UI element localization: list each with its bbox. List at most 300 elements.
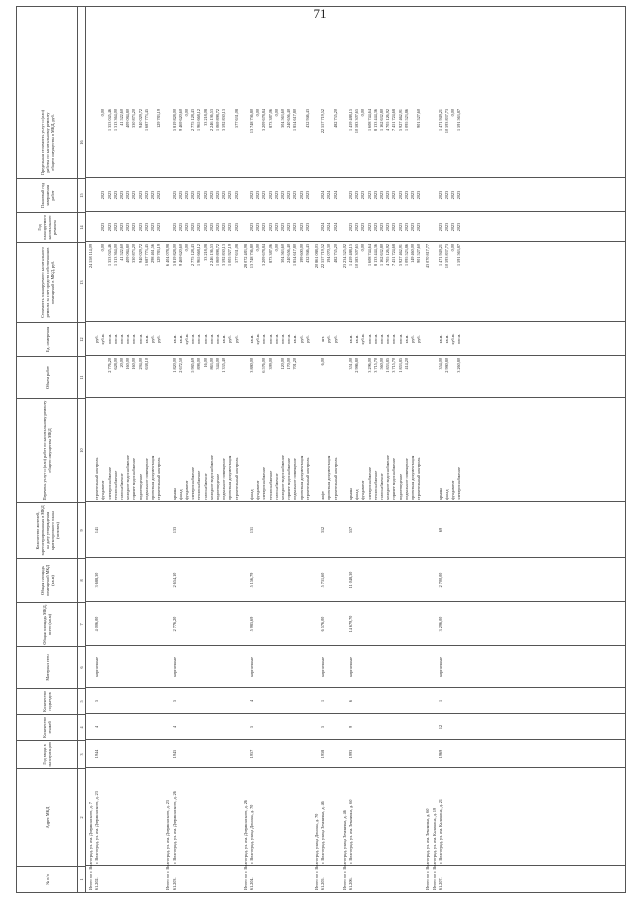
table-cell: 901 527,60 <box>416 244 422 263</box>
table-cell: 2 776,20 <box>106 358 112 373</box>
table-cell: куб.м. <box>450 333 456 345</box>
table-cell: 129 783,19 <box>156 109 162 128</box>
table-cell: 170,00 <box>286 358 292 370</box>
table-cell: 3 296,00 <box>366 358 372 373</box>
table-cell: 304 563,60 <box>280 109 285 128</box>
table-cell: 2023 <box>267 222 273 232</box>
table-cell: фундамент <box>360 480 366 500</box>
table-cell: 61.206. <box>348 877 353 890</box>
table-cell: строительный контроль <box>332 457 338 500</box>
table-cell: строительный контроль <box>304 457 310 500</box>
table-cell: руб. <box>416 335 422 343</box>
table-cell: кв.м. <box>403 334 409 344</box>
table-cell: 1957 <box>249 749 254 759</box>
table-cell: 5 <box>94 699 100 703</box>
table-cell: 2023 <box>450 190 456 200</box>
table-cell: 2 246 136,53 <box>208 109 214 131</box>
table-cell: 41 522,60 <box>119 109 124 126</box>
column-header: № п/п <box>17 866 77 892</box>
table-cell: водоотведение <box>137 473 143 500</box>
table-cell: 1 854 617,80 <box>292 109 298 131</box>
table-cell: 2023 <box>410 222 415 232</box>
table-cell: 2025 <box>196 222 202 232</box>
table-cell: 5 927 462,91 <box>397 244 403 266</box>
table-cell: 2023 <box>354 190 360 200</box>
table-cell: 3 296,00 <box>437 616 443 632</box>
table-cell: 2023 <box>403 222 409 232</box>
table-cell: 61.204. <box>249 877 254 890</box>
table-cell: 3 715,70 <box>391 358 397 373</box>
table-cell: 5 731,60 <box>320 572 326 588</box>
table-cell: 16,00 <box>202 358 208 368</box>
table-cell: 2025 <box>221 190 227 200</box>
table-cell: 2024 <box>320 190 326 200</box>
table-cell: пог.м. <box>391 333 397 345</box>
table-cell: 141 <box>94 526 100 534</box>
table-cell: 2 246 136,53 <box>208 244 214 266</box>
table-cell: 1993 <box>348 749 353 759</box>
column-index: 8 <box>77 558 85 602</box>
table-cell: 2023 <box>156 222 162 232</box>
table-cell: 2 775 128,43 <box>190 109 196 131</box>
table-cell: пог.м. <box>267 333 273 345</box>
column-header: Количество подъездов <box>17 688 77 714</box>
table-cell: водоотведение <box>215 473 220 500</box>
table-cell: строительный контроль <box>156 457 162 500</box>
table-cell: кв.м. <box>292 334 298 344</box>
table-cell: 5 <box>171 699 177 703</box>
table-cell: 1 162 632,80 <box>379 244 384 266</box>
table-cell: Итого по г. Волгоград, ул. им. Дзержинского, д. 23 <box>165 800 171 890</box>
table-cell: 4 705 126,92 <box>385 109 391 131</box>
table-cell: 2023 <box>354 222 360 232</box>
table-cell: кв.м. <box>249 334 254 344</box>
table-cell: строительный контроль <box>94 457 100 500</box>
table-cell: электроснабжение <box>456 467 462 500</box>
table-cell: 2024 <box>320 222 326 232</box>
table-cell: 940 029,72 <box>137 244 143 263</box>
table-cell: 2023 <box>119 222 124 232</box>
table-cell: 1 608 744,64 <box>366 109 372 131</box>
table-cell: 2023 <box>298 222 304 232</box>
table-cell: 2025 <box>202 190 208 200</box>
table-cell: руб. <box>150 335 155 343</box>
table-cell: 2023 <box>249 190 254 200</box>
column-header: Количество жителей, зарегистрированных в МКД на дату утверждения краткосрочного плана (человек) <box>17 502 77 558</box>
table-cell: строительный контроль <box>416 457 422 500</box>
column-divider <box>86 321 625 322</box>
table-cell: 399,00 <box>267 358 273 370</box>
table-cell: г. Волгоград, улица Донина, д. 70 <box>249 804 254 864</box>
page-number: 71 <box>313 6 327 21</box>
table-cell: 160,00 <box>125 358 131 370</box>
table-cell: 2025 <box>227 222 233 232</box>
table-cell: 160,00 <box>131 358 137 370</box>
table-cell: 940 029,72 <box>137 109 143 128</box>
column-divider <box>86 601 625 602</box>
table-cell: 560,00 <box>379 358 384 370</box>
table-cell: 2023 <box>444 190 449 200</box>
table-cell: 3 592 830,13 <box>221 244 227 266</box>
table-cell: 2023 <box>437 190 443 200</box>
table-cell: 577 631,08 <box>233 109 239 128</box>
table-cell: 3 209 678,84 <box>261 109 267 131</box>
table-cell: 2023 <box>304 190 310 200</box>
table-cell: 4 006,00 <box>94 616 100 632</box>
table-cell: пог.м. <box>112 333 118 345</box>
column-divider <box>86 501 625 502</box>
table-cell: 2025 <box>233 190 239 200</box>
table-cell: 432 946,43 <box>304 244 310 263</box>
table-cell: 2025 <box>221 222 227 232</box>
column-index: 3 <box>77 740 85 768</box>
table-cell: электроснабжение <box>190 467 196 500</box>
table-cell: 2023 <box>298 190 304 200</box>
table-cell: 330 873,20 <box>131 109 137 128</box>
table-cell: газоснабжение <box>202 473 208 500</box>
table-cell: пог.м. <box>261 333 267 345</box>
table-cell: 1 313 364,00 <box>112 109 118 131</box>
table-cell: холодное водоснабжение <box>125 455 131 500</box>
table-cell: 2025 <box>177 222 183 232</box>
table-cell: 11 048,30 <box>348 571 353 589</box>
table-cell: проектная документация <box>150 455 155 500</box>
table-cell: 3 209 678,84 <box>261 244 267 266</box>
table-cell: 577 631,08 <box>233 244 239 263</box>
table-cell: 33 218,08 <box>202 109 208 126</box>
table-cell: 638,10 <box>143 358 149 370</box>
column-divider <box>86 687 625 688</box>
column-index: 13 <box>77 242 85 322</box>
table-cell: 1 608 744,64 <box>366 244 372 266</box>
table-cell: 1 471 949,21 <box>437 244 443 266</box>
table-cell: 2023 <box>385 190 391 200</box>
table-cell: 482 735,20 <box>332 109 338 128</box>
table-cell: 10 593 837,73 <box>444 109 449 134</box>
table-cell: 2025 <box>227 190 233 200</box>
table-cell: 131 <box>249 526 254 534</box>
table-cell: кв.м. <box>171 334 177 344</box>
table-cell: фасад <box>354 489 360 500</box>
table-cell: проектная документация <box>227 455 233 500</box>
table-cell: 0,00 <box>184 244 189 252</box>
column-index: 1 <box>77 866 85 892</box>
table-cell: 1 005 927,19 <box>227 244 233 266</box>
table-cell: руб. <box>326 335 332 343</box>
table-cell: пог.м. <box>131 333 137 345</box>
table-cell: 2024 <box>332 190 338 200</box>
table-cell: 6 <box>348 699 353 703</box>
table-cell: 0,00 <box>360 244 366 252</box>
table-cell: 2023 <box>100 222 106 232</box>
table-cell: 2023 <box>119 190 124 200</box>
table-cell: пог.м. <box>456 333 462 345</box>
table-cell: 0,00 <box>100 109 106 117</box>
table-cell: кв.м. <box>177 334 183 344</box>
table-cell: 1 687 773,45 <box>143 109 149 131</box>
table-cell: 409 084,80 <box>125 109 131 128</box>
table-cell: фундамент <box>255 480 261 500</box>
table-cell: пог.м. <box>397 333 403 345</box>
table-cell: 5 985,69 <box>249 616 254 632</box>
column-header: Плановый год завершения работ <box>17 178 77 212</box>
table-cell: 2025 <box>184 190 189 200</box>
column-header: Ед. измерения <box>17 322 77 356</box>
table-cell: 298 461,56 <box>150 244 155 263</box>
table-cell: 2023 <box>137 222 143 232</box>
table-cell: 1 854 617,80 <box>292 244 298 266</box>
column-divider <box>86 767 625 768</box>
table-cell: Итого по г. Волгоград, ул. им. Дзержинского, д. 7 <box>88 802 93 890</box>
table-cell: 2 776,20 <box>171 616 177 632</box>
table-cell: 3 592 830,13 <box>221 109 227 131</box>
table-cell: подвальное помещение <box>221 458 227 500</box>
table-cell: кирпичные <box>249 657 254 677</box>
table-cell: крыша <box>437 487 443 500</box>
table-cell: 0,00 <box>100 244 106 252</box>
table-cell: крыша <box>348 487 353 500</box>
table-cell: руб. <box>298 335 304 343</box>
column-header: Год планируемого капитального ремонта <box>17 212 77 242</box>
table-cell: подвальное помещение <box>143 458 149 500</box>
column-header: Материал стен <box>17 646 77 688</box>
table-cell: пог.м. <box>202 333 208 345</box>
column-header: Количество этажей <box>17 714 77 740</box>
column-divider <box>86 211 625 212</box>
table-cell: 1 <box>320 699 326 703</box>
table-cell: 194 070,30 <box>326 244 332 263</box>
table-cell: 2023 <box>106 190 112 200</box>
table-cell: 2023 <box>348 190 353 200</box>
column-divider <box>86 713 625 714</box>
table-cell: 2025 <box>171 190 177 200</box>
table-cell: 9 <box>348 725 353 729</box>
column-divider <box>86 241 625 242</box>
table-cell: крыша <box>171 487 177 500</box>
table-cell: Итого по г. Волгоград, ул. им. Дзержинского, д. 26 <box>242 800 248 890</box>
column-index: 10 <box>77 398 85 502</box>
table-cell: 13 748 736,80 <box>249 244 254 269</box>
table-cell: кирпичные <box>437 657 443 677</box>
table-cell: 2023 <box>410 190 415 200</box>
column-divider <box>86 177 625 178</box>
table-cell: 2023 <box>456 190 462 200</box>
column-index: 14 <box>77 212 85 242</box>
table-cell: кв.м. <box>437 334 443 344</box>
table-cell: 2023 <box>150 222 155 232</box>
column-index: 9 <box>77 502 85 558</box>
table-cell: 2025 <box>190 190 196 200</box>
table-cell: 5 156,79 <box>249 572 254 588</box>
table-cell: 351,00 <box>348 358 353 370</box>
table-cell: 2023 <box>456 222 462 232</box>
table-cell: 5 <box>249 725 254 729</box>
table-cell: кирпичные <box>171 657 177 677</box>
table-cell: 1945 <box>171 749 177 759</box>
table-cell: 61.205. <box>320 877 326 890</box>
table-cell: 2023 <box>391 222 397 232</box>
table-cell: 240 656,40 <box>286 109 292 128</box>
table-cell: руб. <box>233 335 239 343</box>
table-cell: 873 387,06 <box>267 109 273 128</box>
table-cell: 10 593 837,73 <box>444 244 449 269</box>
table-cell: 120,00 <box>280 358 285 370</box>
table-cell: проектная документация <box>326 455 332 500</box>
table-cell: 2023 <box>112 222 118 232</box>
table-column-index <box>77 7 86 892</box>
table-cell: 1 820,00 <box>171 358 177 373</box>
table-cell: 2025 <box>171 222 177 232</box>
table-cell: кирпичные <box>94 657 100 677</box>
table-cell: г. Волгоград, ул. им. Калинина, д. 21 <box>437 799 443 864</box>
column-index: 11 <box>77 356 85 398</box>
table-cell: 2 700,00 <box>437 572 443 588</box>
table-cell: 2024 <box>326 190 332 200</box>
table-cell: 2023 <box>403 190 409 200</box>
table-cell: 4 <box>249 699 254 703</box>
table-cell: пог.м. <box>273 333 279 345</box>
table-cell: руб. <box>304 335 310 343</box>
table-cell: 2 980,80 <box>444 358 449 373</box>
table-cell: 20 861 088,03 <box>314 244 319 269</box>
table-cell: 2025 <box>177 190 183 200</box>
table-cell: проектная документация <box>298 455 304 500</box>
table-cell: пог.м. <box>215 333 220 345</box>
table-cell: 1 459 488,15 <box>348 109 353 131</box>
table-cell: 43 070 817,77 <box>425 244 431 269</box>
table-cell: 8 133 444,36 <box>372 244 378 266</box>
column-header: Предельная стоимость услуг и (или) работы по капитальному ремонту общего имущества в МКД, руб. <box>39 110 55 175</box>
table-cell: 3 260,80 <box>456 358 462 373</box>
table-cell: 2023 <box>255 190 261 200</box>
table-cell: фундамент <box>450 480 456 500</box>
table-cell: теплоснабжение <box>112 470 118 500</box>
table-cell: пог.м. <box>286 333 292 345</box>
table-cell: 1 965 668,12 <box>196 244 202 266</box>
table-cell: 2025 <box>184 222 189 232</box>
table-cell: 2023 <box>273 190 279 200</box>
table-cell: 2025 <box>202 222 208 232</box>
table-cell: 2023 <box>360 222 366 232</box>
table-cell: 0,00 <box>450 244 456 252</box>
table-cell: фасад <box>177 489 183 500</box>
table-cell: куб.м. <box>360 333 366 345</box>
table-cell: 2025 <box>196 190 202 200</box>
table-cell: 5 985,69 <box>190 358 196 373</box>
table-cell: куб.м. <box>255 333 261 345</box>
column-divider <box>86 645 625 646</box>
table-cell: 1 <box>437 699 443 703</box>
table-cell: 1969 <box>437 749 443 759</box>
table-cell: 13 748 736,80 <box>249 109 254 134</box>
table-cell: 5 927 462,91 <box>397 109 403 131</box>
table-cell: руб. <box>94 335 100 343</box>
column-header: Перечень услуг и (или) работ по капитальному ремонту общего имущества МКД <box>17 398 77 502</box>
table-cell: 41 522,60 <box>119 244 124 261</box>
table-cell: подвальное помещение <box>403 458 409 500</box>
table-cell: электроснабжение <box>261 467 267 500</box>
table-cell: пог.м. <box>119 333 124 345</box>
table-cell: 2023 <box>112 190 118 200</box>
table-cell: 10 583 307,65 <box>354 109 360 134</box>
column-index: 4 <box>77 714 85 740</box>
table-cell: г. Волгоград, ул. им. Дзержинского, д. 23 <box>94 791 100 864</box>
table-cell: 1 687 773,45 <box>143 244 149 266</box>
column-header: Общая площадь помещений МКД (кв.м) <box>17 558 77 602</box>
capital-repair-table <box>16 6 626 893</box>
table-cell: 304 563,60 <box>280 244 285 263</box>
table-cell: 4 <box>171 725 177 729</box>
table-cell: 1 095 523,86 <box>403 244 409 266</box>
table-cell: холодное водоснабжение <box>385 455 391 500</box>
table-cell: горячее водоснабжение <box>391 458 397 500</box>
table-cell: 1 069 898,72 <box>215 109 220 131</box>
table-cell: руб. <box>227 335 233 343</box>
table-cell: 69 <box>437 527 443 533</box>
table-cell: 2023 <box>450 222 456 232</box>
table-cell: фундамент <box>100 480 106 500</box>
table-cell: 2023 <box>131 190 137 200</box>
table-cell: 61.203. <box>171 877 177 890</box>
table-cell: 2023 <box>416 222 422 232</box>
table-cell: 8 133 444,36 <box>372 109 378 131</box>
table-cell: 628,00 <box>112 358 118 370</box>
table-cell: 1 353 045,46 <box>106 109 112 131</box>
table-cell: 14 679,70 <box>348 615 353 633</box>
table-cell: руб. <box>332 335 338 343</box>
table-cell: теплоснабжение <box>196 470 202 500</box>
column-index: 16 <box>78 140 84 145</box>
table-cell: пог.м. <box>208 333 214 345</box>
table-cell: 1 069 898,72 <box>215 244 220 266</box>
table-cell: 9 469 620,60 <box>177 109 183 131</box>
table-cell: 1944 <box>94 749 100 759</box>
table-cell: 0,00 <box>184 109 189 117</box>
table-cell: 1958 <box>320 749 326 759</box>
table-cell: 10 583 307,65 <box>354 244 360 269</box>
table-cell: лифт <box>320 491 326 500</box>
table-cell: 61.202. <box>94 877 100 890</box>
table-cell: 28 072 483,98 <box>242 244 248 269</box>
table-cell: 5 <box>320 725 326 729</box>
table-cell: Итого по г. Волгоград, ул. им. Калинина, д. 19 <box>431 807 437 890</box>
table-cell: 4 705 126,92 <box>385 244 391 266</box>
table-cell: Итого по г. Волгоград, улица Землячки, д. 46 <box>341 810 347 890</box>
table-cell: 354,00 <box>437 358 443 370</box>
table-cell: горячее водоснабжение <box>131 458 137 500</box>
table-cell: 1 591 563,87 <box>456 109 462 131</box>
table-cell: подвальное помещение <box>292 458 298 500</box>
table-cell: 6 576,00 <box>261 358 267 373</box>
table-cell: 2023 <box>143 222 149 232</box>
table-cell: 9 469 620,60 <box>177 244 183 266</box>
table-cell: пог.м. <box>280 333 285 345</box>
table-cell: 2023 <box>372 222 378 232</box>
table-cell: 2023 <box>106 222 112 232</box>
table-cell: 0,00 <box>450 109 456 117</box>
column-divider <box>86 397 625 398</box>
table-cell: кв.м. <box>221 334 227 344</box>
table-cell: 1 335,40 <box>221 358 227 373</box>
column-index: 7 <box>77 602 85 646</box>
column-divider <box>86 355 625 356</box>
table-cell: пог.м. <box>106 333 112 345</box>
table-cell: 33 218,08 <box>202 244 208 261</box>
column-divider <box>86 557 625 558</box>
table-cell: 6 576,00 <box>320 616 326 632</box>
column-divider <box>86 739 625 740</box>
table-cell: 1 313 364,00 <box>112 244 118 266</box>
